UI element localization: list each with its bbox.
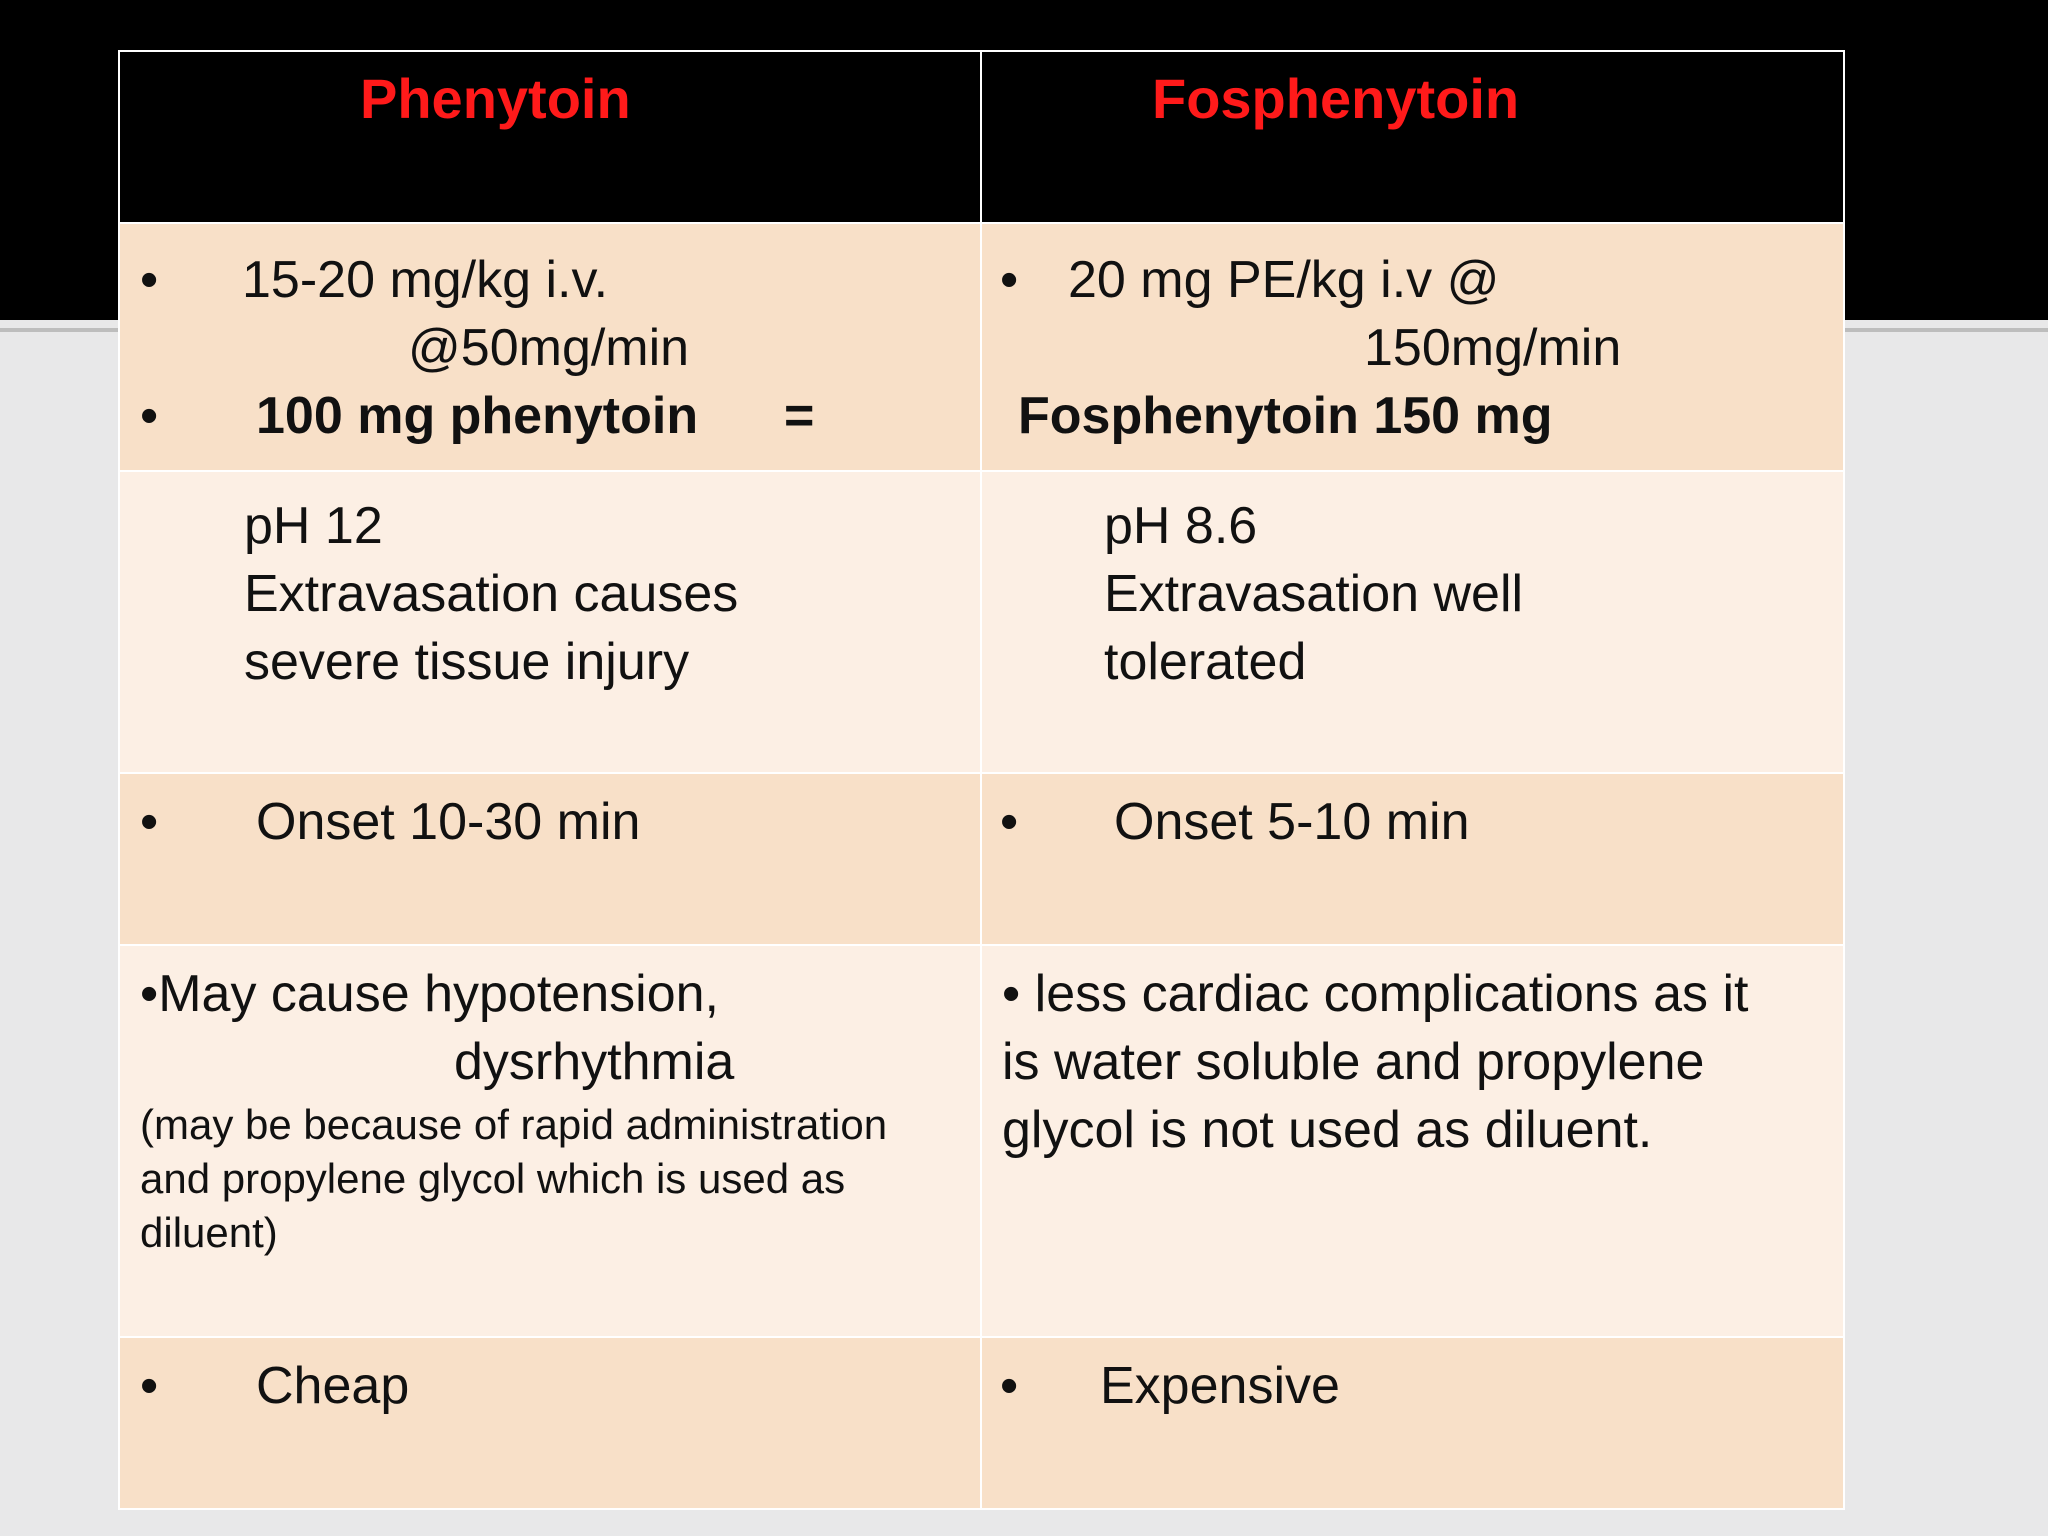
- table-row-cost: [119, 1337, 1844, 1509]
- phenytoin-effects-note2: and propylene glycol which is used as: [140, 1155, 846, 1202]
- bullet: •: [1000, 1357, 1019, 1415]
- table-header-row: [119, 51, 1844, 223]
- table-row-onset: [119, 773, 1844, 945]
- comparison-table: [118, 50, 1845, 1510]
- bullet: •: [1000, 793, 1019, 851]
- phenytoin-dose: 15-20 mg/kg i.v.: [242, 251, 609, 309]
- fosphenytoin-equivalence: Fosphenytoin 150 mg: [1018, 387, 1553, 445]
- header-phenytoin-label: Phenytoin: [360, 67, 631, 130]
- equals-sign: =: [784, 387, 815, 445]
- cell-phenytoin-onset: [119, 773, 981, 945]
- fosphenytoin-extravasation-line2: tolerated: [1104, 633, 1307, 691]
- fosphenytoin-effects-line3: glycol is not used as diluent.: [1002, 1101, 1653, 1159]
- bullet: •: [140, 387, 159, 445]
- cell-fosphenytoin-cost: [981, 1337, 1844, 1509]
- bullet: •: [140, 251, 159, 309]
- phenytoin-rate: @50mg/min: [408, 319, 690, 377]
- bullet: •: [1000, 251, 1019, 309]
- phenytoin-equivalence: 100 mg phenytoin: [256, 387, 699, 445]
- header-fosphenytoin: [981, 51, 1844, 223]
- bullet: •: [140, 1357, 159, 1415]
- phenytoin-effects-note3: diluent): [140, 1209, 278, 1256]
- table-row-dosing: [119, 223, 1844, 471]
- cell-fosphenytoin-onset: [981, 773, 1844, 945]
- phenytoin-effects-line2: dysrhythmia: [454, 1033, 735, 1091]
- cell-fosphenytoin-dosing: [981, 223, 1844, 471]
- phenytoin-ph-value: pH 12: [244, 497, 383, 555]
- fosphenytoin-cost: Expensive: [1100, 1357, 1340, 1415]
- header-phenytoin: [119, 51, 981, 223]
- fosphenytoin-extravasation-line1: Extravasation well: [1104, 565, 1524, 623]
- fosphenytoin-ph-value: pH 8.6: [1104, 497, 1258, 555]
- fosphenytoin-effects-line1: • less cardiac complications as it: [1002, 965, 1749, 1023]
- phenytoin-onset: Onset 10-30 min: [256, 793, 641, 851]
- phenytoin-effects-line1: •May cause hypotension,: [140, 965, 719, 1023]
- phenytoin-cost: Cheap: [256, 1357, 410, 1415]
- fosphenytoin-onset: Onset 5-10 min: [1114, 793, 1470, 851]
- cell-phenytoin-dosing: [119, 223, 981, 471]
- cell-phenytoin-effects: [119, 945, 981, 1337]
- cell-fosphenytoin-effects: [981, 945, 1844, 1337]
- bullet: •: [140, 793, 159, 851]
- fosphenytoin-dose: 20 mg PE/kg i.v @: [1068, 251, 1500, 309]
- header-fosphenytoin-label: Fosphenytoin: [1152, 67, 1520, 130]
- phenytoin-extravasation-line2: severe tissue injury: [244, 633, 690, 691]
- fosphenytoin-rate: 150mg/min: [1364, 319, 1622, 377]
- fosphenytoin-effects-line2: is water soluble and propylene: [1002, 1033, 1705, 1091]
- phenytoin-extravasation-line1: Extravasation causes: [244, 565, 739, 623]
- cell-fosphenytoin-ph: [981, 471, 1844, 773]
- table-row-ph: [119, 471, 1844, 773]
- phenytoin-effects-note1: (may be because of rapid administration: [140, 1101, 888, 1148]
- cell-phenytoin-ph: [119, 471, 981, 773]
- cell-phenytoin-cost: [119, 1337, 981, 1509]
- table-row-effects: [119, 945, 1844, 1337]
